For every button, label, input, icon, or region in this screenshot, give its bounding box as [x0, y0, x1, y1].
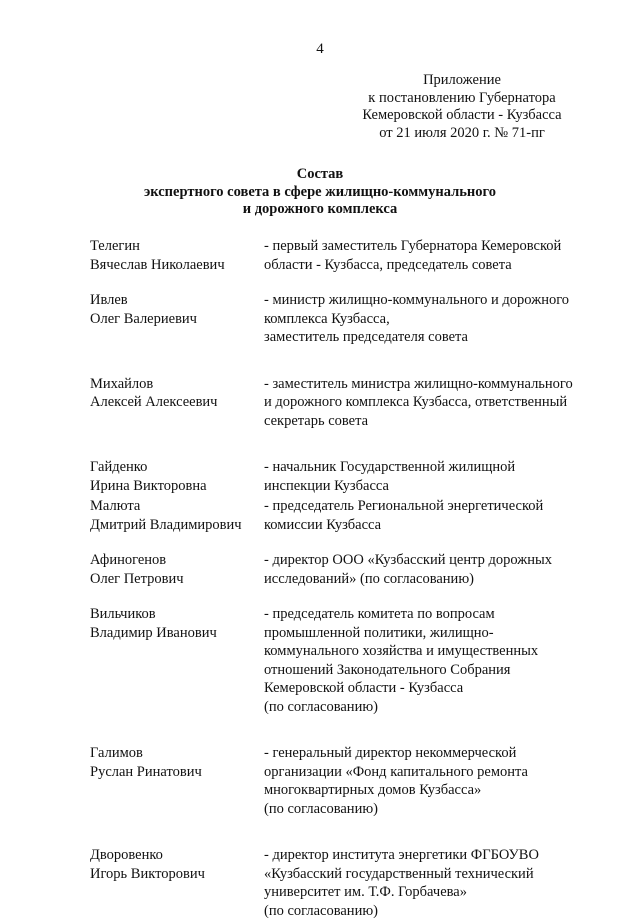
member-entry	[90, 375, 600, 431]
member-role	[264, 497, 600, 534]
appendix-line: от 21 июля 2020 г. № 71-пг	[338, 125, 586, 143]
member-role	[264, 744, 600, 818]
member-name	[90, 846, 260, 883]
role-line: - директор института энергетики ФГБОУВО	[264, 846, 600, 865]
member-name	[90, 605, 260, 642]
member-surname: Вильчиков	[90, 605, 260, 624]
member-surname: Афиногенов	[90, 551, 260, 570]
role-line: области - Кузбасса, председатель совета	[264, 256, 600, 275]
member-given-name: Олег Валериевич	[90, 310, 260, 329]
role-line: инспекции Кузбасса	[264, 477, 600, 496]
role-line: университет им. Т.Ф. Горбачева»	[264, 883, 600, 902]
member-name	[90, 458, 260, 495]
role-line: (по согласованию)	[264, 800, 600, 819]
member-given-name: Ирина Викторовна	[90, 477, 260, 496]
member-entry	[90, 846, 600, 920]
member-entry	[90, 605, 600, 716]
role-line: отношений Законодательного Собрания	[264, 661, 600, 680]
role-line: - начальник Государственной жилищной	[264, 458, 600, 477]
member-name	[90, 375, 260, 412]
member-name	[90, 291, 260, 328]
member-entry	[90, 497, 600, 534]
role-line: - министр жилищно-коммунального и дорожного	[264, 291, 600, 310]
member-surname: Михайлов	[90, 375, 260, 394]
appendix-line: Кемеровской области - Кузбасса	[338, 107, 586, 125]
member-role	[264, 605, 600, 716]
document-title	[0, 166, 640, 219]
member-given-name: Дмитрий Владимирович	[90, 516, 260, 535]
member-name	[90, 551, 260, 588]
role-line: заместитель председателя совета	[264, 328, 600, 347]
role-line: секретарь совета	[264, 412, 600, 431]
role-line: - директор ООО «Кузбасский центр дорожных	[264, 551, 600, 570]
appendix-header	[338, 72, 586, 142]
role-line: многоквартирных домов Кузбасса»	[264, 781, 600, 800]
role-line: организации «Фонд капитального ремонта	[264, 763, 600, 782]
role-line: коммунального хозяйства и имущественных	[264, 642, 600, 661]
appendix-line: к постановлению Губернатора	[338, 90, 586, 108]
member-role	[264, 291, 600, 347]
member-given-name: Руслан Ринатович	[90, 763, 260, 782]
member-role	[264, 237, 600, 274]
member-surname: Малюта	[90, 497, 260, 516]
title-line: и дорожного комплекса	[0, 201, 640, 219]
member-given-name: Алексей Алексеевич	[90, 393, 260, 412]
member-entry	[90, 551, 600, 588]
role-line: (по согласованию)	[264, 902, 600, 920]
member-entry	[90, 237, 600, 274]
member-given-name: Владимир Иванович	[90, 624, 260, 643]
members-list	[90, 237, 600, 920]
member-role	[264, 375, 600, 431]
role-line: - председатель комитета по вопросам	[264, 605, 600, 624]
member-surname: Ивлев	[90, 291, 260, 310]
role-line: исследований» (по согласованию)	[264, 570, 600, 589]
member-entry	[90, 744, 600, 818]
role-line: (по согласованию)	[264, 698, 600, 717]
member-role	[264, 846, 600, 920]
member-given-name: Олег Петрович	[90, 570, 260, 589]
page-number: 4	[0, 41, 640, 58]
member-given-name: Игорь Викторович	[90, 865, 260, 884]
role-line: Кемеровской области - Кузбасса	[264, 679, 600, 698]
member-surname: Галимов	[90, 744, 260, 763]
title-line: Состав	[0, 166, 640, 184]
member-entry	[90, 458, 600, 495]
role-line: комплекса Кузбасса,	[264, 310, 600, 329]
member-name	[90, 744, 260, 781]
member-given-name: Вячеслав Николаевич	[90, 256, 260, 275]
member-entry	[90, 291, 600, 347]
member-surname: Телегин	[90, 237, 260, 256]
member-name	[90, 237, 260, 274]
role-line: - генеральный директор некоммерческой	[264, 744, 600, 763]
member-name	[90, 497, 260, 534]
member-surname: Дворовенко	[90, 846, 260, 865]
title-line: экспертного совета в сфере жилищно-коммунального	[0, 184, 640, 202]
member-surname: Гайденко	[90, 458, 260, 477]
role-line: и дорожного комплекса Кузбасса, ответственный	[264, 393, 600, 412]
role-line: - первый заместитель Губернатора Кемеровской	[264, 237, 600, 256]
role-line: - председатель Региональной энергетической	[264, 497, 600, 516]
role-line: «Кузбасский государственный технический	[264, 865, 600, 884]
member-role	[264, 551, 600, 588]
role-line: промышленной политики, жилищно-	[264, 624, 600, 643]
role-line: - заместитель министра жилищно-коммунального	[264, 375, 600, 394]
role-line: комиссии Кузбасса	[264, 516, 600, 535]
member-role	[264, 458, 600, 495]
appendix-line: Приложение	[338, 72, 586, 90]
